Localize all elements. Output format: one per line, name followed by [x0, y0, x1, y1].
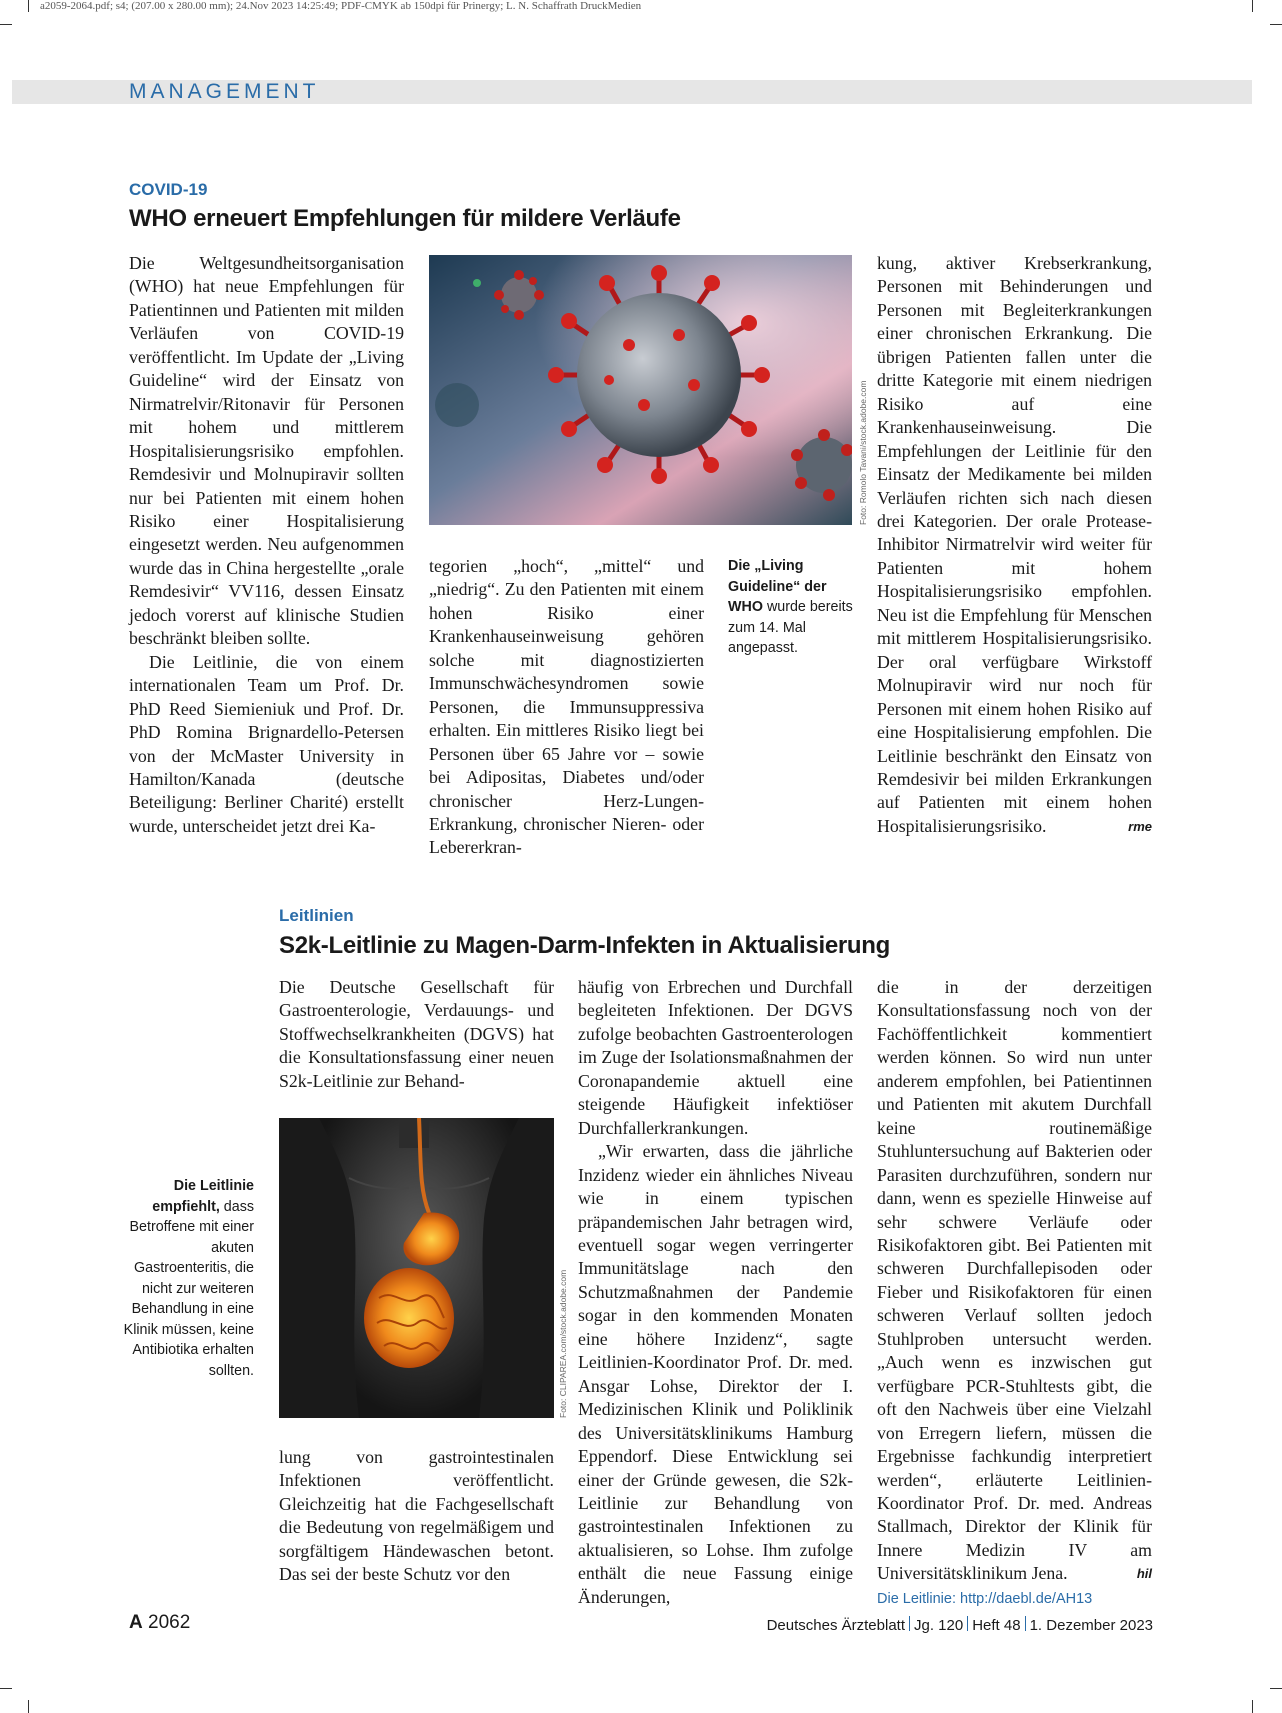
crop-mark	[28, 0, 29, 12]
article1-photo-credit: Foto: Romolo Tavani/stock.adobe.com	[858, 380, 868, 525]
section-label: MANAGEMENT	[129, 80, 320, 103]
article2-signature: hil	[1136, 1566, 1152, 1582]
article2-column-1-top: Die Deutsche Gesellschaft für Gastroenterologie, Verdauungs- und Stoffwechselkrankheiten (DGVS) hat die Konsultationsfassung einer neuen S2k-Leitlinie zur Behand-	[279, 977, 554, 1091]
article1-column-3	[877, 252, 1152, 838]
coronavirus-image	[429, 255, 852, 525]
digestive-system-image	[279, 1118, 554, 1418]
crop-mark	[1270, 24, 1282, 25]
print-slug: a2059-2064.pdf; s4; (207.00 x 280.00 mm); 24.Nov 2023 14:25:49; PDF-CMYK ab 150dpi für Prinergy; L. N. Schaffrath DruckMedien	[40, 0, 642, 12]
volume: Jg. 120	[914, 1617, 964, 1634]
crop-mark	[1270, 1688, 1282, 1689]
caption-text: wurde bereits zum 14. Mal angepasst.	[728, 599, 853, 656]
article1-paragraph: Die Leitlinie, die von einem internationalen Team um Prof. Dr. PhD Reed Siemieniuk und Prof. Dr. PhD Romina Brignardello-Petersen von der McMaster University in Hamilton/Kanada (deutsche Beteiligung: Berliner Charité) erstellt wurde, unterscheidet jetzt drei Ka-	[129, 651, 404, 836]
article1-column-1	[129, 252, 404, 838]
crop-mark	[0, 1688, 12, 1689]
article2-column-text: die in der derzeitigen Konsultationsfassung noch von der Fachöffentlichkeit kommentiert werden können. So wird nun unter anderem empfohlen, bei Patientinnen und Patienten mit akutem Durchfall keine routinemäßige Stuhluntersuchung auf Bakterien oder Parasiten durchzuführen, sondern nur dann, wenn es spezielle Hinweise auf sehr schwere Verläufe oder Risikofaktoren gibt. Bei Patienten mit schweren Durchfallepisoden oder Fieber und Risikofaktoren für einen schweren Verlauf sollten jedoch Stuhlproben untersucht werden. „Auch wenn es inzwischen gut verfügbare PCR-Stuhltests gibt, die oft den Nachweis über eine Vielzahl von Erregern liefern, müssen die Ergebnisse fachkundig interpretiert werden“, erläuterte Leitlinien-Koordinator Prof. Dr. med. Andreas Stallmach, Direktor der Klinik für Innere Medizin IV am Universitätsklinikum Jena.	[877, 977, 1152, 1584]
article1-kicker: COVID-19	[129, 180, 208, 199]
issue-date: 1. Dezember 2023	[1029, 1617, 1153, 1634]
article1-paragraph: Die Weltgesundheitsorganisation (WHO) hat neue Empfehlungen für Patientinnen und Patienten mit milden Verläufen von COVID-19 veröffentlicht. Im Update der „Living Guideline“ wird der Einsatz von Nirmatrelvir/Ritonavir für Personen mit hohem und mittlerem Hospitalisierungsrisiko empfohlen. Remdesivir und Molnupiravir sollten nur bei Patienten mit einem hohen Risiko einer Hospitalisierung eingesetzt werden. Neu aufgenommen wurde das in China hergestellte „orale Remdesivir“ VV116, dessen Einsatz jedoch vorerst auf klinische Studien beschränkt bleiben sollte.	[129, 253, 404, 649]
article2-paragraph: „Wir erwarten, dass die jährliche Inzidenz wieder ein ähnliches Niveau wie in einem typischen präpandemischen Jahr betragen wird, eventuell sogar wegen verringerter Immunitätslage nach den Schutzmaßnahmen der Pandemie sogar in den kommenden Monaten eine höhere Inzidenz“, sagte Leitlinien-Koordinator Prof. Dr. med. Ansgar Lohse, Direktor der I. Medizinischen Klinik und Poliklinik des Universitätsklinikums Hamburg Eppendorf. Diese Entwicklung sei einer der Gründe gewesen, die S2k-Leitlinie zur Behandlung von gastrointestinalen Infektionen zu aktualisieren, so Lohse. Ihm zufolge enthält die neue Fassung einige Änderungen,	[578, 1141, 853, 1607]
caption-text: dass Betroffene mit einer akuten Gastroenteritis, die nicht zur weiteren Behandlung in eine Klinik müssen, keine Antibiotika erhalten sollten.	[123, 1198, 254, 1379]
article2-photo-credit: Foto: CLIPAREA.com/stock.adobe.com	[558, 1269, 568, 1418]
issue: Heft 48	[972, 1617, 1021, 1634]
article2-column-3	[877, 976, 1152, 1611]
crop-mark	[1252, 0, 1253, 12]
article2-column-2	[578, 976, 853, 1609]
page-number: 2062	[148, 1612, 191, 1633]
article2-column-1-bottom: lung von gastrointestinalen Infektionen veröffentlicht. Gleichzeitig hat die Fachgesellschaft die Bedeutung von regelmäßigem und sorgfältigem Händewaschen betont. Das sei der beste Schutz vor den	[279, 1447, 554, 1585]
article2-paragraph: häufig von Erbrechen und Durchfall begleiteten Infektionen. Der DGVS zufolge beobachten Gastroenterologen im Zuge der Isolationsmaßnahmen der Coronapandemie aktuell eine steigende Häufigkeit infektiöser Durchfallerkrankungen.	[578, 977, 853, 1138]
caption-bold: Die Leitlinie empfiehlt,	[152, 1178, 254, 1215]
journal-footer	[767, 1616, 1153, 1634]
folio	[129, 1612, 190, 1634]
crop-mark	[28, 1700, 29, 1713]
article1-column-2: tegorien „hoch“, „mittel“ und „niedrig“. Zu den Patienten mit einem hohen Risiko einer Krankenhauseinweisung gehören solche mit diagnostizierten Immunschwächesyndromen sowie Personen, die Immunsuppressiva erhalten. Ein mittleres Risiko liegt bei Personen über 65 Jahre vor – sowie bei Adipositas, Diabetes und/oder chronischer Herz-Lungen-Erkrankung, chronischer Nieren- oder Lebererkran-	[429, 556, 704, 858]
article2-image	[279, 1118, 554, 1418]
journal-name: Deutsches Ärzteblatt	[766, 1617, 905, 1634]
article1-signature: rme	[1128, 818, 1152, 834]
article2-kicker: Leitlinien	[279, 906, 354, 925]
article2-caption	[120, 1176, 254, 1381]
crop-mark	[0, 24, 12, 25]
crop-mark	[1252, 1700, 1253, 1713]
article1-headline: WHO erneuert Empfehlungen für mildere Verläufe	[129, 205, 681, 232]
article2-headline: S2k-Leitlinie zu Magen-Darm-Infekten in Aktualisierung	[279, 932, 891, 959]
article1-image	[429, 255, 852, 525]
caption-bold: Die „Living Guideline“ der WHO	[728, 558, 827, 615]
article1-caption	[728, 556, 858, 659]
guideline-link[interactable]: Die Leitlinie: http://daebl.de/AH13	[877, 1590, 1093, 1607]
article1-column-text: kung, aktiver Krebserkrankung, Personen mit Behinderungen und Personen mit Begleiterkrankungen einer chronischen Erkrankung. Die übrigen Patienten fallen unter die dritte Kategorie mit einem niedrigen Risiko auf eine Krankenhauseinweisung. Die Empfehlungen der Leitlinie für den Einsatz der Medikamente bei milden Verläufen richten sich nach diesen drei Kategorien. Der orale Protease-Inhibitor Nirmatrelvir wird weiter für Patienten mit hohem Hospitalisierungsrisiko empfohlen. Neu ist die Empfehlung für Menschen mit mittlerem Hospitalisierungsrisiko. Der oral verfügbare Wirkstoff Molnupiravir wird nur noch für Personen mit einem hohen Risiko auf eine Hospitalisierung empfohlen. Die Leitlinie beschränkt den Einsatz von Remdesivir bei milden Erkrankungen auf Patienten mit einem hohen Hospitalisierungsrisiko.	[877, 253, 1152, 836]
folio-letter: A	[129, 1612, 143, 1633]
